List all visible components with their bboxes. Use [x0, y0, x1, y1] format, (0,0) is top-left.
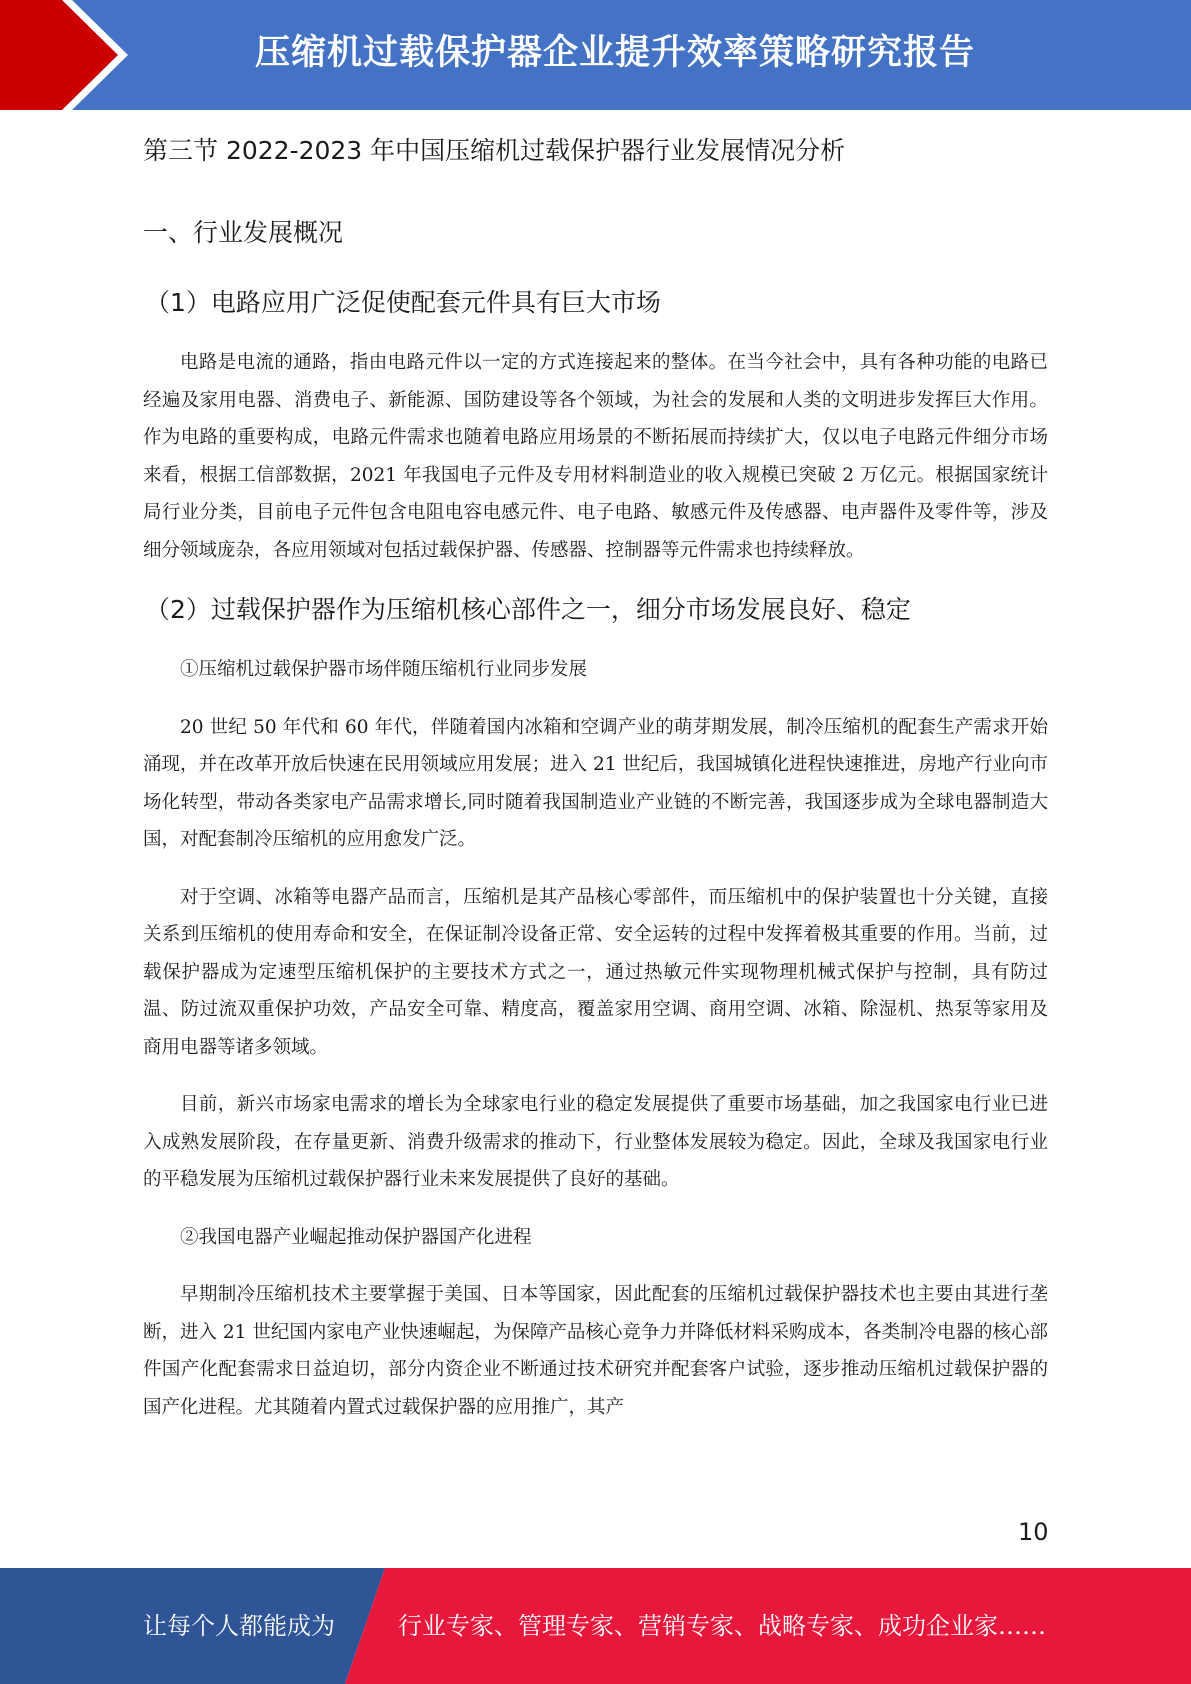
sub-point-2: ②我国电器产业崛起推动保护器国产化进程: [180, 1226, 532, 1248]
paragraph-market-foundation: 目前，新兴市场家电需求的增长为全球家电行业的稳定发展提供了重要市场基础，加之我国家电行业已进入成熟发展阶段，在存量更新、消费升级需求的推动下，行业整体发展较为稳定。因此，全球及我国家电行业的平稳发展为压缩机过载保护器行业未来发展提供了良好的基础。: [143, 1094, 1048, 1190]
paragraph-localization: 早期制冷压缩机技术主要掌握于美国、日本等国家，因此配套的压缩机过载保护器技术也主要由其进行垄断，进入 21 世纪国内家电产业快速崛起，为保障产品核心竞争力并降低材料采购成本，各类制冷电器的核心部件国产化配套需求日益迫切，部分内资企业不断通过技术研究并配套客户试验，逐步推动压缩机过载保护器的国产化进程。尤其随着内置式过载保护器的应用推广，其产: [143, 1284, 1048, 1418]
subheading-overload-protector: （2）过载保护器作为压缩机核心部件之一，细分市场发展良好、稳定: [145, 595, 911, 624]
paragraph-circuit-market: 电路是电流的通路，指由电路元件以一定的方式连接起来的整体。在当今社会中，具有各种功能的电路已经遍及家用电器、消费电子、新能源、国防建设等各个领域，为社会的发展和人类的文明进步发挥巨大作用。作为电路的重要构成，电路元件需求也随着电路应用场景的不断拓展而持续扩大，仅以电子电路元件细分市场来看，根据工信部数据，2021 年我国电子元件及专用材料制造业的收入规模已突破 2 万亿元。根据国家统计局行业分类，目前电子元件包含电阻电容电感元件、电子电路、敏感元件及传感器、电声器件及零件等，涉及细分领域庞杂，各应用领域对包括过载保护器、传感器、控制器等元件需求也持续释放。: [143, 352, 1048, 561]
subheading-circuit-market: （1）电路应用广泛促使配套元件具有巨大市场: [145, 288, 661, 317]
section-title: 第三节 2022-2023 年中国压缩机过载保护器行业发展情况分析: [143, 136, 846, 165]
header-arrow-decoration: [0, 0, 160, 110]
page-number: 10: [1018, 1518, 1049, 1546]
paragraph-protector-role: 对于空调、冰箱等电器产品而言，压缩机是其产品核心零部件，而压缩机中的保护装置也十分关键，直接关系到压缩机的使用寿命和安全，在保证制冷设备正常、安全运转的过程中发挥着极其重要的作用。当前，过载保护器成为定速型压缩机保护的主要技术方式之一，通过热敏元件实现物理机械式保护与控制，具有防过温、防过流双重保护功效，产品安全可靠、精度高，覆盖家用空调、商用空调、冰箱、除湿机、热泵等家用及商用电器等诸多领域。: [143, 886, 1048, 1058]
heading-industry-overview: 一、行业发展概况: [143, 218, 344, 247]
footer-slogan-left: 让每个人都能成为: [143, 1612, 335, 1640]
report-header-band: [0, 0, 1191, 110]
paragraph-compressor-history: 20 世纪 50 年代和 60 年代，伴随着国内冰箱和空调产业的萌芽期发展，制冷压缩机的配套生产需求开始涌现，并在改革开放后快速在民用领域应用发展；进入 21 世纪后，我国城镇化进程快速推进，房地产行业向市场化转型，带动各类家电产品需求增长,同时随着我国制造业产业链的不断完善，我国逐步成为全球电器制造大国，对配套制冷压缩机的应用愈发广泛。: [143, 716, 1048, 850]
footer-slogan-right: 行业专家、管理专家、营销专家、战略专家、成功企业家……: [398, 1612, 1046, 1640]
document-body: [143, 128, 1048, 1446]
report-title: 压缩机过载保护器企业提升效率策略研究报告: [255, 33, 976, 73]
sub-point-1: ①压缩机过载保护器市场伴随压缩机行业同步发展: [180, 659, 588, 680]
footer-band: [0, 1568, 1191, 1684]
